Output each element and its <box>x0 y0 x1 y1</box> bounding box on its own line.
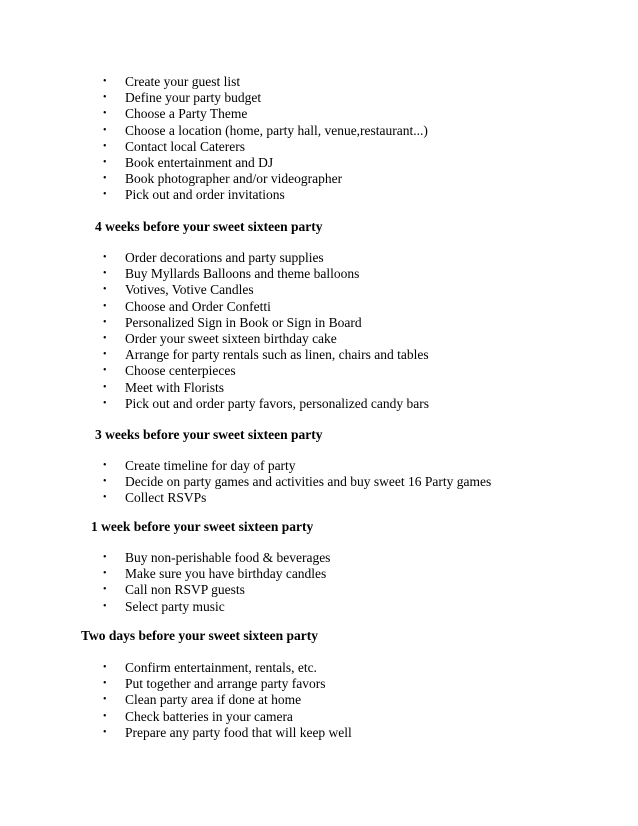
list-item <box>0 155 638 171</box>
list-item-text: Clean party area if done at home <box>125 692 302 708</box>
list-item-text: Create your guest list <box>125 74 241 89</box>
list-item <box>0 282 638 298</box>
section-heading-4-weeks: 4 weeks before your sweet sixteen party <box>95 219 323 234</box>
list-item-text: Define your party budget <box>125 90 262 106</box>
list-item <box>0 725 638 741</box>
bullet-icon: • <box>103 284 107 296</box>
list-item <box>0 299 638 315</box>
list-item-text: Choose a location (home, party hall, venue,restaurant...) <box>125 122 428 138</box>
bullet-icon: • <box>103 726 107 738</box>
list-item <box>0 660 638 676</box>
list-item <box>0 187 638 203</box>
list-item-text: Contact local Caterers <box>125 138 245 154</box>
list-item <box>0 171 638 187</box>
list-item-text: Prepare any party food that will keep well <box>125 724 352 740</box>
list-item-text: Book photographer and/or videographer <box>125 171 343 187</box>
list-item <box>0 550 638 566</box>
bullet-icon: • <box>103 365 107 377</box>
list-item <box>0 331 638 347</box>
list-item-text: Confirm entertainment, rentals, etc. <box>125 660 317 675</box>
section-heading-3-weeks: 3 weeks before your sweet sixteen party <box>95 427 323 442</box>
list-item-text: Check batteries in your camera <box>125 708 293 724</box>
list-item <box>0 599 638 615</box>
bullet-icon: • <box>103 397 107 409</box>
bullet-icon: • <box>103 92 107 104</box>
bullet-icon: • <box>103 124 107 136</box>
list-item <box>0 363 638 379</box>
bullet-icon: • <box>103 710 107 722</box>
bullet-icon: • <box>103 332 107 344</box>
bullet-icon: • <box>103 600 107 612</box>
checklist-4-weeks <box>0 250 638 412</box>
bullet-icon: • <box>103 492 107 504</box>
bullet-icon: • <box>103 552 107 563</box>
bullet-icon: • <box>103 678 107 690</box>
list-item-text: Book entertainment and DJ <box>125 154 274 170</box>
bullet-icon: • <box>103 140 107 152</box>
list-item-text: Collect RSVPs <box>125 490 207 506</box>
bullet-icon: • <box>103 268 107 280</box>
list-item-text: Choose and Order Confetti <box>125 298 271 314</box>
list-item-text: Choose a Party Theme <box>125 106 248 122</box>
bullet-icon: • <box>103 173 107 185</box>
list-item <box>0 250 638 266</box>
list-item <box>0 458 638 474</box>
list-item <box>0 490 638 506</box>
list-item-text: Buy non-perishable food & beverages <box>125 550 331 565</box>
list-item-text: Choose centerpieces <box>125 363 236 379</box>
list-item <box>0 566 638 582</box>
list-item <box>0 474 638 490</box>
list-item <box>0 582 638 598</box>
list-item <box>0 74 638 90</box>
list-item <box>0 692 638 708</box>
bullet-icon: • <box>103 662 107 673</box>
list-item <box>0 347 638 363</box>
bullet-icon: • <box>103 189 107 201</box>
list-item-text: Personalized Sign in Book or Sign in Board <box>125 314 362 330</box>
list-item <box>0 90 638 106</box>
checklist-two-days <box>0 660 638 741</box>
checklist-3-weeks <box>0 458 638 507</box>
bullet-icon: • <box>103 316 107 328</box>
bullet-icon: • <box>103 156 107 168</box>
list-item-text: Decide on party games and activities and buy sweet 16 Party games <box>125 474 492 490</box>
list-item-text: Put together and arrange party favors <box>125 676 326 692</box>
list-item <box>0 106 638 122</box>
list-item <box>0 676 638 692</box>
checklist-1-week <box>0 550 638 615</box>
section-heading-two-days: Two days before your sweet sixteen party <box>81 628 318 643</box>
list-item-text: Make sure you have birthday candles <box>125 566 327 582</box>
list-item <box>0 709 638 725</box>
bullet-icon: • <box>103 584 107 596</box>
bullet-icon: • <box>103 252 107 263</box>
list-item-text: Buy Myllards Balloons and theme balloons <box>125 266 360 282</box>
bullet-icon: • <box>103 349 107 361</box>
list-item <box>0 315 638 331</box>
bullet-icon: • <box>103 460 107 471</box>
list-item <box>0 266 638 282</box>
bullet-icon: • <box>103 300 107 312</box>
list-item-text: Arrange for party rentals such as linen, chairs and tables <box>125 347 429 363</box>
list-item <box>0 123 638 139</box>
list-item-text: Order decorations and party supplies <box>125 250 324 265</box>
list-item-text: Pick out and order invitations <box>125 187 285 203</box>
list-item-text: Select party music <box>125 598 225 614</box>
bullet-icon: • <box>103 694 107 706</box>
list-item <box>0 139 638 155</box>
list-item-text: Votives, Votive Candles <box>125 282 254 298</box>
bullet-icon: • <box>103 476 107 488</box>
list-item <box>0 396 638 412</box>
list-item-text: Call non RSVP guests <box>125 582 245 598</box>
checklist-initial <box>0 74 638 204</box>
list-item-text: Meet with Florists <box>125 379 225 395</box>
bullet-icon: • <box>103 108 107 120</box>
list-item <box>0 380 638 396</box>
list-item-text: Create timeline for day of party <box>125 458 296 473</box>
bullet-icon: • <box>103 76 107 87</box>
section-heading-1-week: 1 week before your sweet sixteen party <box>91 519 314 534</box>
bullet-icon: • <box>103 568 107 580</box>
list-item-text: Pick out and order party favors, personalized candy bars <box>125 395 430 411</box>
bullet-icon: • <box>103 381 107 393</box>
list-item-text: Order your sweet sixteen birthday cake <box>125 330 337 346</box>
